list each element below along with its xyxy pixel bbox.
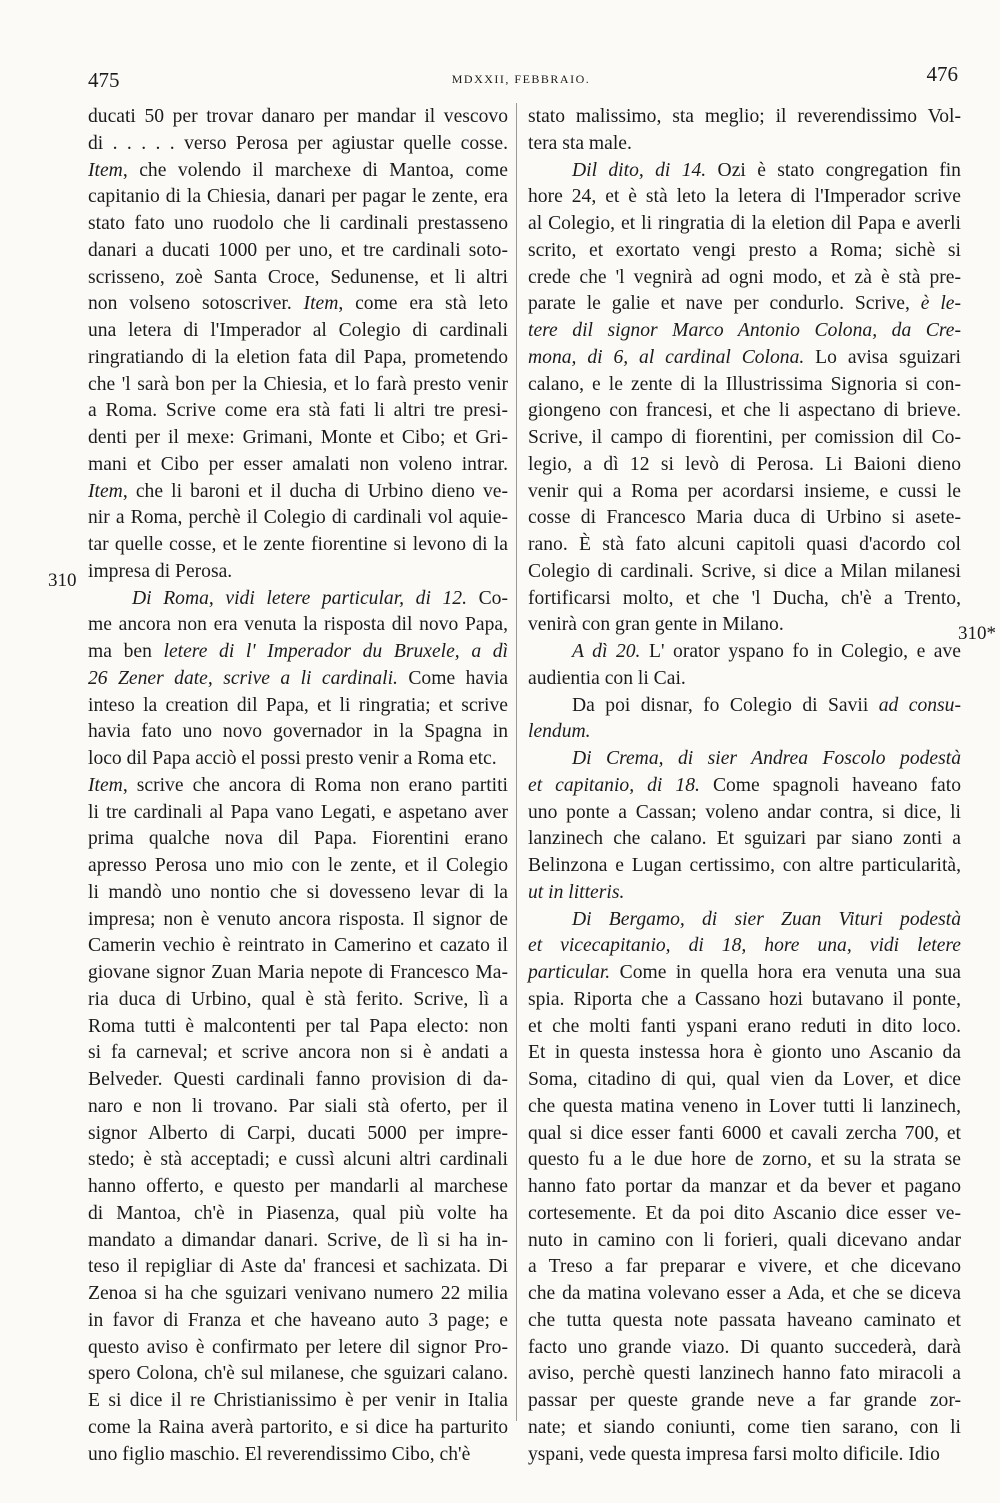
text-line: audientia con li Cai. [528, 667, 686, 689]
text-line: venir qui a Roma per acordarsi insieme, e cussi le [528, 480, 961, 502]
text-line: loco dil Papa acciò el possi presto venir a Roma etc. [88, 748, 497, 769]
text-line: hore 24, et è stà leto la letera di l'Imperador scrive [528, 186, 961, 208]
text-line: et che molti fanti yspani erano reduti in dito loco. [528, 1015, 961, 1037]
text-line: stedo; è stà acceptadi; e cussì alcuni altri cardinali [88, 1149, 508, 1171]
text-line: Dil dito, di 14. Ozi è stato congregation fin [572, 159, 961, 181]
text-line: inteso la creation dil Papa, et li ringratia; et scrive [88, 694, 508, 716]
text-line: aviso, perchè questi lanzinech hanno fato miracoli a [528, 1363, 961, 1385]
text-line: cosse di Francesco Maria duca di Urbino si asete- [528, 507, 961, 529]
text-line: che tutta questa note passata haveano caminato et [528, 1309, 961, 1331]
text-line: una letera di l'Imperador al Colegio di cardinali [88, 320, 508, 341]
text-line: Et in questa instessa hora è gionto uno Ascanio da [528, 1042, 961, 1064]
text-line: li mandò uno nontio che si dovesseno levar di la [88, 881, 508, 903]
text-line: fortificarsi molto, et che 'l Ducha, ch'è a Trento, [528, 587, 961, 609]
page-number-right: 476 [926, 62, 958, 86]
text-line: ducati 50 per trovar danaro per mandar il vescovo [88, 106, 508, 127]
text-line: tar quelle cosse, et le zente fiorentine si levono di la [88, 534, 508, 555]
text-line: mani et Cibo per esser amalati non voleno intrar. [88, 453, 508, 475]
text-line: A dì 20. L' orator yspano fo in Colegio, e ave [572, 641, 961, 662]
text-line: cortesemente. Et da poi dito Ascanio dice esser ve- [528, 1202, 961, 1224]
text-line: et capitanio, di 18. Come spagnoli haveano fato [528, 774, 961, 796]
text-line: spero Colona, ch'è sul milanese, che sguizari calano. [88, 1363, 508, 1385]
text-line: impresa; non è venuto ancora risposta. Il signor de [88, 908, 508, 930]
text-line: facto uno grande viazo. Di quanto succederà, darà [528, 1336, 961, 1358]
text-line: lanzinech che calano. Et sguizari par siano zonti a [528, 828, 961, 850]
text-line: si fa carneval; et scrive ancora non si è andati a [88, 1042, 508, 1064]
text-line: nir a Roma, perchè il Colegio di cardinali vol aquie- [88, 507, 508, 529]
text-line: et vicecapitanio, di 18, hore una, vidi letere [528, 935, 961, 957]
text-line: scrito, et exortato vengi presto a Roma; sichè si [528, 239, 961, 261]
text-line: denti per il mexe: Grimani, Monte et Cibo; et Gri- [88, 427, 508, 448]
page-number-left: 475 [88, 68, 120, 92]
text-line: danari a ducati 1000 per uno, et tre cardinali soto- [88, 239, 508, 261]
text-line: legio, a dì 12 si levò di Perosa. Li Baioni dieno [528, 453, 961, 475]
text-line: Belveder. Questi cardinali fanno provision di da- [88, 1069, 508, 1090]
text-line: prima qualche nova dil Papa. Fiorentini erano [88, 828, 508, 850]
text-line: scrisseno, zoè Santa Croce, Sedunense, et li altri [88, 266, 508, 288]
text-line: yspani, vede questa impresa farsi molto dificile. Idio [528, 1443, 940, 1465]
text-line: Roma tutti è malcontenti per tal Papa electo: non [88, 1015, 508, 1037]
text-line: Camerin vechio è reintrato in Camerino et cazato il [88, 935, 508, 957]
text-line: a Treso a far preparar e vivere, et che dicevano [528, 1256, 961, 1278]
text-line: Item, che li baroni et il ducha di Urbino dieno ve- [88, 480, 508, 502]
text-line: me ancora non era venuta la risposta dil novo Papa, [88, 614, 508, 636]
text-line: ma ben letere di l' Imperador du Bruxele, a dì [88, 641, 508, 662]
text-line: hanno fato portar da manzar et da bever et pagano [528, 1176, 961, 1197]
text-line: ringratiando di la eletion fata dil Papa, prometendo [88, 346, 508, 368]
text-line: al Colegio, et li ringratia di la eletion dil Papa e averli [528, 213, 961, 234]
text-line: nate; et siando coniunti, come tien sarano, con li [528, 1416, 961, 1438]
running-title: MDXXII, FEBBRAIO. [451, 72, 591, 86]
text-line: 26 Zener date, scrive a li cardinali. Come havia [88, 667, 509, 689]
text-line: rano. È stà fato alcuni capitoli quasi d'acordo col [528, 534, 961, 555]
text-line: ria duca di Urbino, qual è stà ferito. Scrive, lì a [88, 988, 508, 1010]
text-line: parate le galie et nave per condurlo. Scrive, è le- [528, 293, 961, 315]
running-head [84, 62, 958, 92]
text-line: capitanio di la Chiesia, danari per pagar le zente, era [88, 186, 508, 208]
text-line: tera sta male. [528, 132, 632, 154]
left-text-column [88, 104, 508, 1468]
margin-number-left: 310 [48, 570, 77, 591]
text-line: di Mantoa, ch'è in Piasenza, qual più volte ha [88, 1202, 508, 1224]
text-line: non volseno sotoscriver. Item, come era stà leto [88, 293, 508, 315]
text-line: Belinzona e Lugan certissimo, con altre particularità, [528, 855, 961, 876]
column-divider [516, 103, 517, 1421]
text-line: Da poi disnar, fo Colegio di Savii ad consu- [572, 694, 961, 716]
text-line: giongeno con francesi, et che li aspectano di brieve. [528, 400, 961, 422]
text-line: giovane signor Zuan Maria nepote di Francesco Ma- [88, 962, 508, 983]
text-line: mona, di 6, al cardinal Colona. Lo avisa sguizari [528, 346, 961, 368]
text-line: stato fato uno ruodolo che li cardinali prestasseno [88, 213, 508, 234]
text-line: passar per queste grande neve a far grande zor- [528, 1390, 961, 1411]
text-line: in favor di Franza et che haveano auto 3 page; e [88, 1309, 508, 1331]
text-line: uno ponte a Cassan; voleno andar contra, si dice, li [528, 801, 961, 823]
text-line: impresa di Perosa. [88, 560, 233, 582]
text-line: che 'l sarà bon per la Chiesia, et lo farà presto venir [88, 373, 508, 395]
text-line: Di Crema, di sier Andrea Foscolo podestà [572, 748, 961, 769]
text-line: E si dice il re Christianissimo è per venir in Italia [88, 1390, 508, 1411]
text-line: li tre cardinali al Papa vano Legati, e aspetano aver [88, 801, 508, 823]
text-line: nuto in camino con li forieri, quali dicevano andar [528, 1229, 961, 1251]
text-line: signor Alberto di Carpi, ducati 5000 per impre- [88, 1122, 508, 1144]
text-line: venirà con gran gente in Milano. [528, 614, 784, 636]
text-line: mandato a dimandar danari. Scrive, de lì si ha in- [88, 1229, 508, 1251]
text-line: Item, scrive che ancora di Roma non erano partiti [88, 774, 508, 796]
right-text-column [528, 104, 961, 1468]
text-line: naro e non li trovano. Par siali stà oferto, per il [88, 1095, 508, 1117]
text-line: spia. Riporta che a Cassano hozi butavano il ponte, [528, 988, 961, 1010]
text-line: teso il repigliar di Aste da' francesi et sachizata. Di [88, 1256, 508, 1278]
text-line: Item, che volendo il marchexe di Mantoa, come [88, 159, 508, 181]
text-line: di . . . . . verso Perosa per agiustar quelle cosse. [88, 132, 508, 154]
text-line: apresso Perosa uno mio con le zente, et il Colegio [88, 855, 508, 876]
text-line: uno figlio maschio. El reverendissimo Cibo, ch'è [88, 1443, 471, 1465]
text-line: Scrive, il campo di fiorentini, per comission dil Co- [528, 427, 961, 448]
text-line: calano, e le zente di la Illustrissima Signoria si con- [528, 373, 961, 395]
text-line: Di Bergamo, di sier Zuan Vituri podestà [572, 908, 961, 930]
text-line: ut in litteris. [528, 881, 625, 903]
text-line: questo fu a le due hore de zorno, et su la strata se [528, 1149, 961, 1171]
text-line: stato malissimo, sta meglio; il reverendissimo Vol- [528, 106, 961, 127]
text-line: tere dil signor Marco Antonio Colona, da Cre- [528, 320, 961, 341]
text-line: Soma, citadino di qui, qual vien da Lover, et dice [528, 1069, 961, 1090]
text-line: qual si dice esser fanti 6000 et cavali zercha 700, et [528, 1122, 961, 1144]
text-line: a Roma. Scrive come era stà fati li altri tre presi- [88, 400, 508, 422]
margin-number-right: 310* [958, 623, 996, 644]
text-line: crede che 'l vegnirà ad ogni modo, et zà è stà pre- [528, 266, 961, 288]
text-line: Colegio di cardinali. Scrive, si dice a Milan milanesi [528, 560, 961, 582]
text-line: Zenoa si ha che sguizari venivano numero 22 milia [88, 1283, 508, 1304]
text-line: lendum. [528, 721, 591, 743]
text-line: questo aviso è confirmato per letere dil signor Pro- [88, 1336, 508, 1358]
text-line: che da matina volevano esser a Ada, et che se diceva [528, 1283, 961, 1304]
text-line: che questa matina veneno in Lover tutti li lanzinech, [528, 1095, 961, 1117]
text-line: Di Roma, vidi letere particular, di 12. Co- [132, 587, 508, 609]
text-line: havia fato uno novo governador in la Spagna in [88, 721, 508, 743]
text-line: particular. Come in quella hora era venuta una sua [528, 962, 961, 983]
text-line: hanno offerto, e questo per mandarli al marchese [88, 1176, 508, 1197]
text-line: come la Raina averà partorito, e si dice ha parturito [88, 1416, 508, 1438]
